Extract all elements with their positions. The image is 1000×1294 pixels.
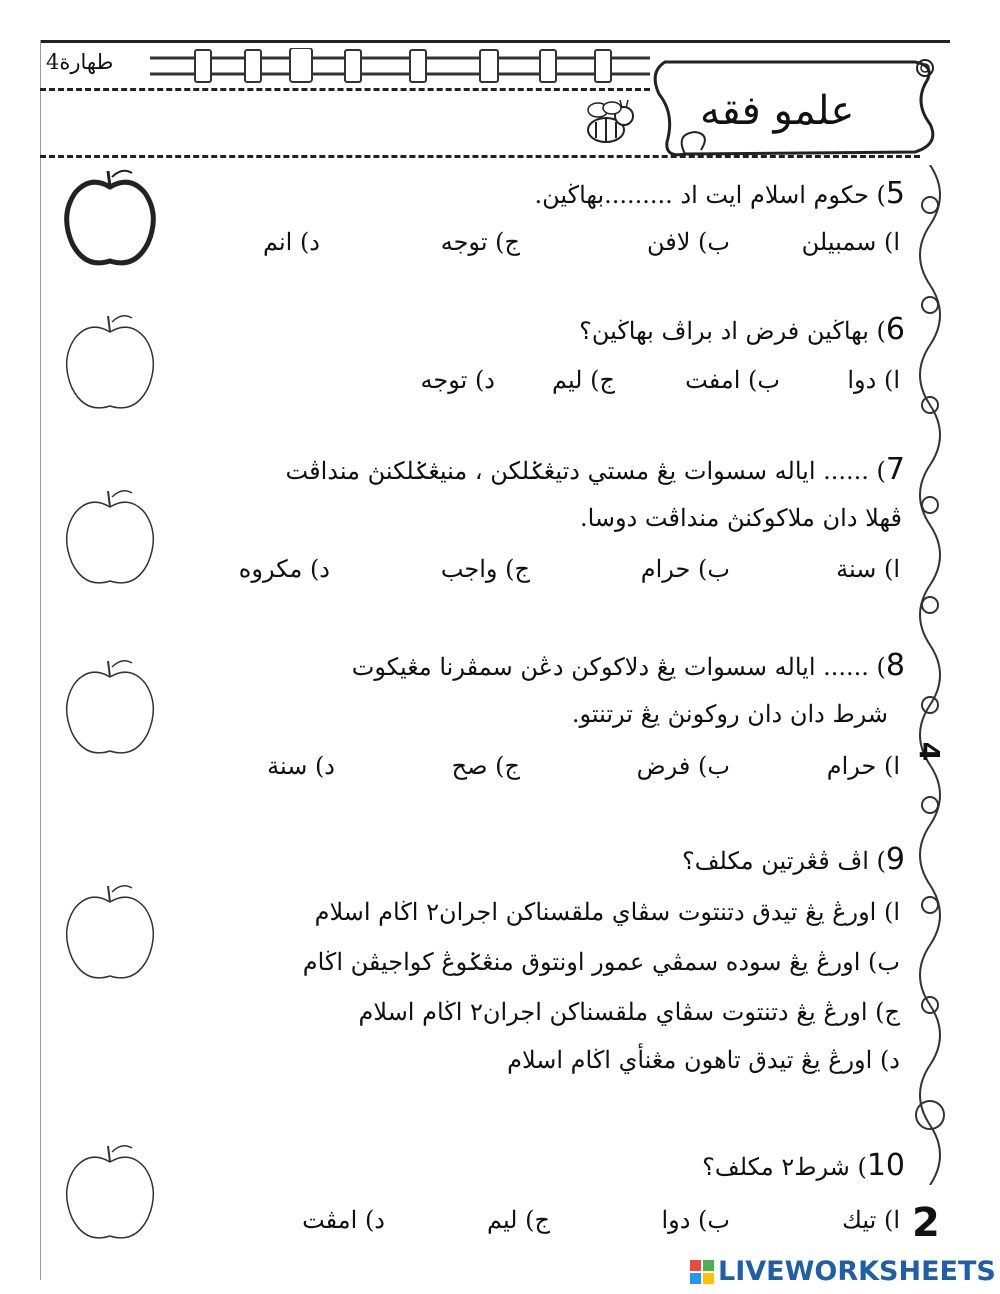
side-label: 4 [913, 741, 947, 762]
option-d[interactable]: د) انم [262, 228, 320, 256]
option-a[interactable]: ا) اورڠ يڠ تيدق دتنتوت سڤاي ملقسناكن اجران٢ اڬام اسلام [314, 898, 900, 926]
question-text-line-2: ڤهلا دان ملاكوكنڽ منداڤت دوسا. [579, 504, 902, 532]
apple-icon [60, 1140, 160, 1245]
option-c[interactable]: ج) ليم [551, 366, 615, 394]
option-b[interactable]: ب) دوا [661, 1206, 730, 1234]
subject-label: طهارة4 [46, 50, 114, 74]
option-c[interactable]: ج) واجب [440, 555, 530, 583]
option-a[interactable]: ا) سنة [836, 555, 900, 583]
option-d[interactable]: د) اورڠ يڠ تيدق تاهون مڠنأي اڬام اسلام [507, 1046, 900, 1074]
option-c[interactable]: ج) توجه [440, 228, 520, 256]
option-d[interactable]: د) توجه [420, 366, 495, 394]
question-text: 7) ...... اياله سسوات يڠ مستي دتيڠݢلكن ، منيڠݢلكنڽ منداڤت [285, 452, 905, 487]
apple-icon [60, 310, 160, 415]
option-a[interactable]: ا) سمبيلن [801, 228, 900, 256]
option-a[interactable]: ا) حرام [826, 752, 900, 780]
question-text: 10) شرط٢ مكلف؟ [702, 1148, 905, 1183]
question-text: 6) بهاڬين فرض اد براڤ بهاڬين؟ [579, 312, 905, 347]
floral-border-icon [905, 165, 955, 1185]
option-b[interactable]: ب) امفت [685, 366, 780, 394]
option-c[interactable]: ج) صح [451, 752, 520, 780]
page-title: علمو فقه [700, 88, 855, 134]
option-c[interactable]: ج) ليم [486, 1206, 550, 1234]
apple-icon [60, 880, 160, 985]
option-b[interactable]: ب) اورڠ يڠ سوده سمڤي عمور اونتوق منڠݢوڠ كواجيڤن اڬام [302, 948, 900, 976]
option-b[interactable]: ب) لافن [646, 228, 730, 256]
question-text: 5) حكوم اسلام ايت اد .........بهاڬين. [534, 176, 905, 211]
bee-icon [578, 98, 638, 148]
brand-grid-icon [690, 1260, 714, 1284]
header-dashed-line [40, 88, 650, 91]
question-text-line-2: شرط دان دان روكونڽ يڠ ترتنتو. [571, 700, 888, 728]
option-d[interactable]: د) امڤت [302, 1206, 385, 1234]
option-b[interactable]: ب) فرض [636, 752, 730, 780]
option-c[interactable]: ج) اورڠ يڠ دتنتوت سڤاي ملقسناكن اجران٢ اڬام اسلام [358, 998, 900, 1026]
brand-name: LIVEWORKSHEETS [718, 1256, 996, 1287]
apple-icon [60, 165, 160, 270]
apple-icon [60, 655, 160, 760]
page-number: 2 [912, 1200, 940, 1246]
question-text: 8) ...... اياله سسوات يڠ دلاكوكن دڠن سمڤرنا مڠيكوت [351, 648, 905, 683]
option-d[interactable]: د) مكروه [238, 555, 330, 583]
apple-icon [60, 485, 160, 590]
question-text: 9) اڤ ڤڠرتين مكلف؟ [681, 842, 905, 877]
liveworksheets-logo[interactable] [690, 1256, 996, 1287]
left-border-line [40, 40, 41, 1280]
option-b[interactable]: ب) حرام [640, 555, 730, 583]
option-a[interactable]: ا) دوا [847, 366, 900, 394]
option-d[interactable]: د) سنة [267, 752, 335, 780]
option-a[interactable]: ا) تيك [842, 1206, 900, 1234]
top-border-line [40, 40, 950, 43]
fence-icon [150, 48, 650, 84]
